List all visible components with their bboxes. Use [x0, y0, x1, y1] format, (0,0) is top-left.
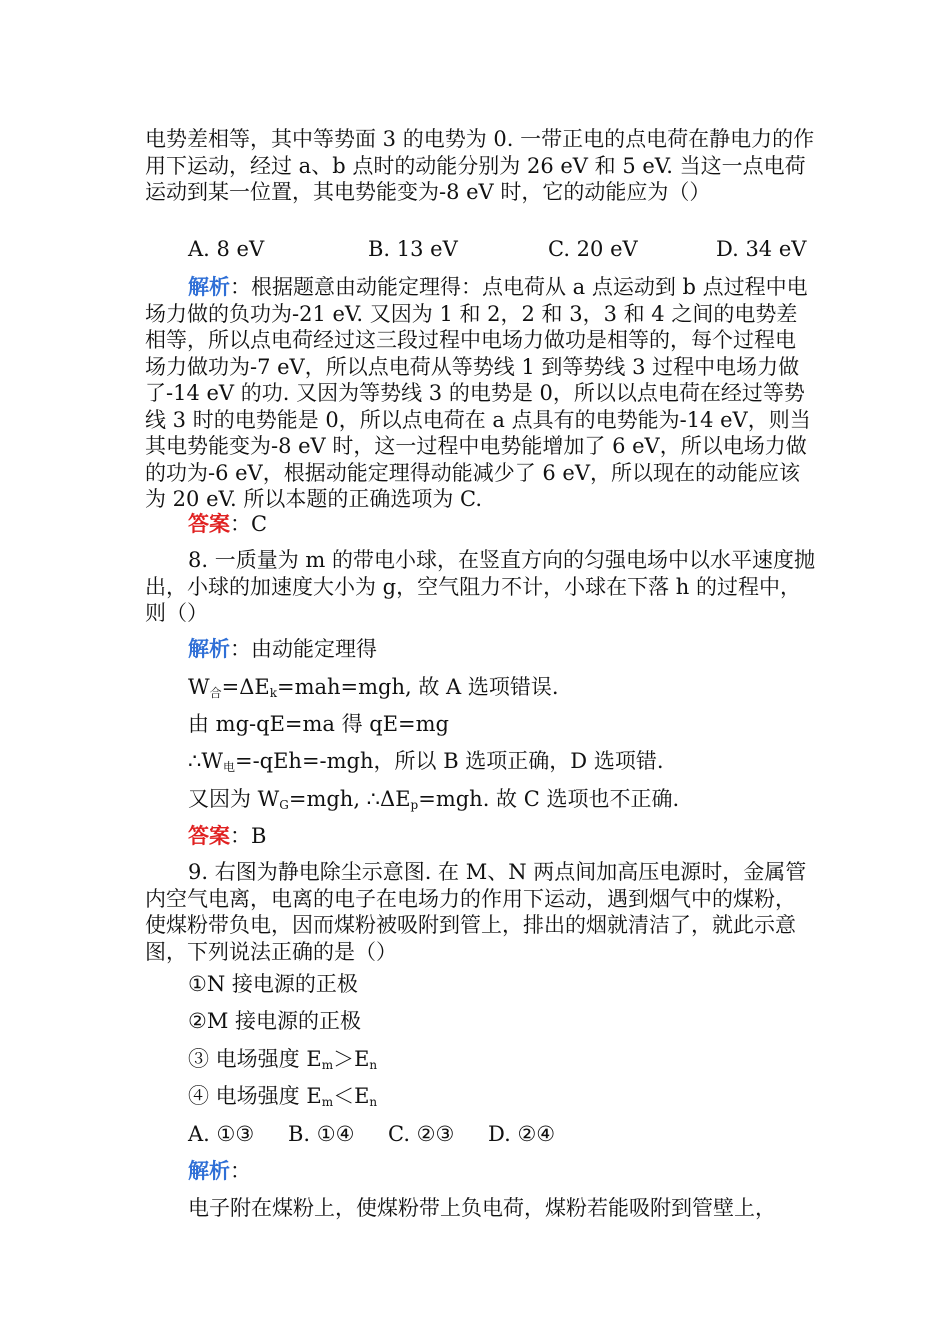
option-a: A. 8 eV — [188, 237, 265, 261]
question-8-analysis — [188, 636, 377, 662]
question-7-answer — [188, 511, 267, 537]
option-c: C. ②③ — [388, 1122, 455, 1146]
question-9-stem: 9. 右图为静电除尘示意图. 在 M、N 两点间加高压电源时，金属管内空气电离，电离的电子在电场力的作用下运动，遇到烟气中的煤粉，使煤粉带负电，因而煤粉被吸附到管上，排出的烟就清洁了，就此示意图，下列说法正确的是（） — [145, 860, 807, 964]
question-7-stem: 电势差相等，其中等势面 3 的电势为 0. 一带正电的点电荷在静电力的作用下运动，经过 a、b 点时的动能分别为 26 eV 和 5 eV. 当这一点电荷运动到某一位置，其电势能变为-8 eV 时，它的动能应为（） — [145, 127, 815, 204]
option-a: A. ①③ — [188, 1122, 255, 1146]
option-d: D. ②④ — [488, 1122, 556, 1146]
question-7-options — [188, 236, 808, 262]
equation-line-1: $W_合=\Delta E_k=mah=mgh$, 故 A 选项错误. — [188, 675, 559, 700]
analysis-text: 由动能定理得 — [251, 637, 377, 661]
equation-line-3: $\therefore W_电=-qEh=$-mgh，所以 B 选项正确，D 选项错. — [188, 749, 664, 774]
label-colon: ： — [230, 824, 251, 848]
question-9-analysis-text: 电子附在煤粉上，使煤粉带上负电荷，煤粉若能吸附到管壁上， — [188, 1196, 776, 1220]
statement-2: ②M 接电源的正极 — [188, 1009, 362, 1033]
answer-label: 答案 — [188, 511, 230, 536]
option-b: B. ①④ — [288, 1122, 355, 1146]
answer-value: C — [251, 512, 268, 536]
equation-line-2: 由 mg-qE=ma 得 qE=mg — [188, 712, 450, 736]
statement-4: ④ 电场强度 $E_m<E_n$ — [188, 1084, 378, 1109]
label-colon: ： — [230, 1159, 251, 1183]
question-9-options — [188, 1121, 808, 1147]
analysis-label: 解析 — [188, 274, 230, 299]
question-8-stem: 8. 一质量为 m 的带电小球，在竖直方向的匀强电场中以水平速度抛出，小球的加速度大小为 g，空气阻力不计，小球在下落 h 的过程中，则（） — [145, 548, 815, 625]
question-8-answer — [188, 823, 266, 849]
option-b: B. 13 eV — [368, 237, 458, 261]
option-d: D. 34 eV — [716, 237, 807, 261]
label-colon: ： — [230, 512, 251, 536]
answer-label: 答案 — [188, 823, 230, 848]
statement-1: ①N 接电源的正极 — [188, 972, 358, 996]
analysis-label: 解析 — [188, 1158, 230, 1183]
analysis-label: 解析 — [188, 636, 230, 661]
statement-3: ③ 电场强度 $E_m>E_n$ — [188, 1047, 378, 1072]
label-colon: ： — [230, 637, 251, 661]
label-colon: ： — [230, 275, 251, 299]
question-9-analysis — [188, 1158, 251, 1184]
answer-value: B — [251, 824, 267, 848]
question-7-analysis — [145, 274, 815, 513]
equation-line-4: 又因为 $W_G=mgh$, $\therefore\Delta E_p=mgh$. 故 C 选项也不正确. — [188, 787, 680, 812]
option-c: C. 20 eV — [548, 237, 638, 261]
analysis-text: 根据题意由动能定理得：点电荷从 a 点运动到 b 点过程中电场力做的负功为-21 eV. 又因为 1 和 2，2 和 3，3 和 4 之间的电势差相等，所以点电荷经过这三段过程中电场力做功是相等的，每个过程电场力做功为-7 eV，所以点电荷从等势线 1 到等势线 3 过程中电场力做了-14 eV 的功. 又因为等势线 3 的电势是 0，所以以点电荷在经过等势线 3 时的电势能是 0，所以点电荷在 a 点具有的电势能为-14 eV，则当其电势能变为-8 eV 时，这一过程中电势能增加了 6 eV，所以电场力做的功为-6 eV，根据动能定理得动能减少了 6 eV，所以现在的动能应该为 20 eV. 所以本题的正确选项为 C. — [145, 275, 811, 511]
